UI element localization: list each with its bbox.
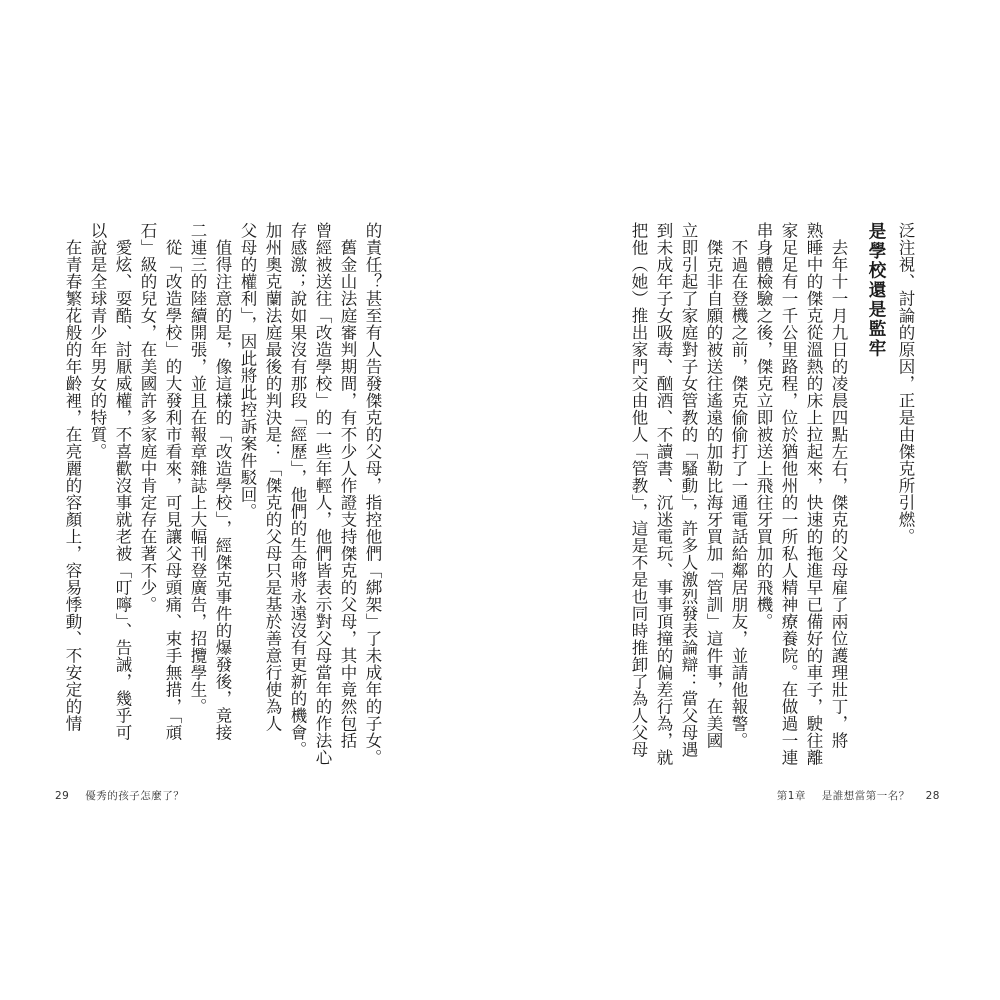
left-line-13: 在青春繁花般的年齡裡，在亮麗的容顏上，容易悸動、不安定的情 <box>63 222 82 732</box>
left-line-2: 舊金山法庭審判期間，有不少人作證支持傑克的父母，其中竟然包括 <box>338 222 357 749</box>
right-line-8: 立即引起了家庭對子女管教的「騷動」，許多人激烈發表論辯：當父母遇 <box>679 222 698 758</box>
right-line-10: 把他（她）推出家門交由他人「管教」，這是不是也同時推卸了為人父母 <box>629 222 648 758</box>
right-page-body <box>598 222 918 766</box>
right-line-4: 家足足有一千公里路程，位於猶他州的一所私人精神療養院。在做過一連 <box>779 222 798 766</box>
left-line-3: 曾經被送往「改造學校」的一些年輕人，他們皆表示對父母當年的作法心 <box>313 222 332 766</box>
left-line-10: 石」級的兒女，在美國許多家庭中肯定存在著不少。 <box>138 222 157 613</box>
right-line-7: 傑克非自願的被送往遙遠的加勒比海牙買加「管訓」這件事，在美國 <box>704 222 723 749</box>
right-line-2: 去年十一月九日的凌晨四點左右，傑克的父母雇了兩位護理壯丁，將 <box>829 222 848 749</box>
left-line-12: 以說是全球青少年男女的特質。 <box>88 222 107 460</box>
left-line-6: 父母的權利」，因此將此控訴案件駁回。 <box>238 222 257 520</box>
right-page-footer <box>777 788 940 803</box>
chapter-label: 第1章 <box>776 790 806 802</box>
left-line-8: 二連三的陸續開張，並且在報章雜誌上大幅刊登廣告，招攬學生。 <box>188 222 207 715</box>
book-title: 優秀的孩子怎麼了？ <box>85 790 185 802</box>
left-line-1: 的責任？甚至有人告發傑克的父母，指控他們「綁架」了未成年的子女。 <box>363 222 382 766</box>
left-page-footer <box>55 788 184 803</box>
right-line-5: 串身體檢驗之後，傑克立即被送上飛往牙買加的飛機。 <box>754 222 773 630</box>
chapter-title: 是誰想當第一名？ <box>821 790 910 802</box>
right-line-6: 不過在登機之前，傑克偷偷打了一通電話給鄰居朋友，並請他報警。 <box>729 222 748 749</box>
section-heading: 是學校還是監牢 <box>866 222 886 359</box>
left-line-7: 值得注意的是，像這樣的「改造學校」，經傑克事件的爆發後，竟接 <box>213 222 232 741</box>
right-line-3: 熟睡中的傑克從溫熱的床上拉起來，快速的拖進早已備好的車子，駛往離 <box>804 222 823 766</box>
right-page-number: 28 <box>925 790 940 802</box>
right-line-9: 到未成年子女吸毒、酗酒、不讀書、沉迷電玩、事事頂撞的偏差行為，就 <box>654 222 673 766</box>
left-line-9: 從「改造學校」的大發利市看來，可見讓父母頭痛、束手無措，「頑 <box>163 222 182 741</box>
left-line-11: 愛炫、耍酷、討厭威權，不喜歡沒事就老被「叮嚀」、告誡，幾乎可 <box>113 222 132 741</box>
right-line-1: 泛注視、討論的原因，正是由傑克所引燃。 <box>896 222 915 545</box>
left-page-body <box>63 222 385 766</box>
left-page-number: 29 <box>55 790 70 802</box>
left-line-4: 存感激；說如果沒有那段「經歷」，他們的生命將永遠沒有更新的機會。 <box>288 222 307 758</box>
left-line-5: 加州奧克蘭法庭最後的判決是：「傑克的父母只是基於善意行使為人 <box>263 222 282 732</box>
